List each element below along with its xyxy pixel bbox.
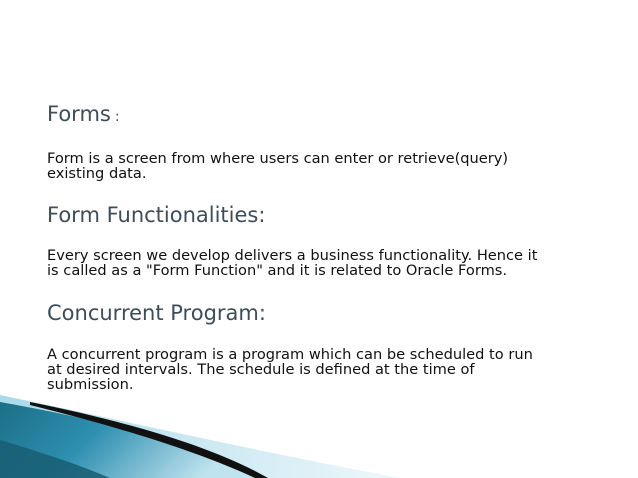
section-body-concurrent-program: A concurrent program is a program which can be scheduled to run at desired intervals. The schedule is defined at the time of submission. [47,346,533,393]
section-heading-forms-colon: : [114,109,120,125]
section-heading-forms-text: Forms [47,102,111,126]
section-heading-concurrent-program: Concurrent Program: [47,301,266,325]
section-body-form-functionalities: Every screen we develop delivers a business functionality. Hence it is called as a "Form Function" and it is related to Oracle Forms. [47,247,538,279]
section-heading-form-functionalities: Form Functionalities: [47,203,266,227]
section-body-forms: Form is a screen from where users can enter or retrieve(query) existing data. [47,150,509,182]
